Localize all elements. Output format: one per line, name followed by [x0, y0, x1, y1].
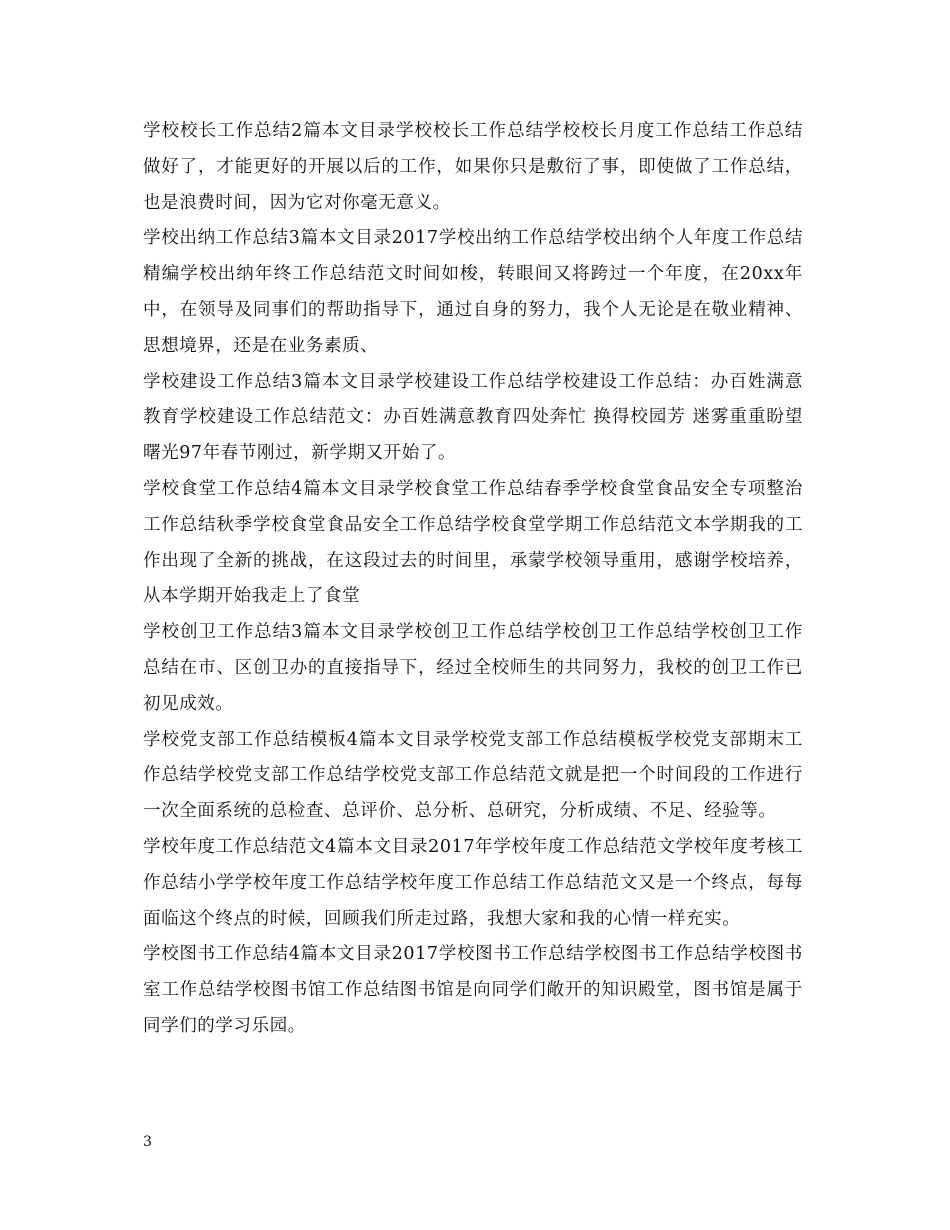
paragraph-cashier-summary: 学校出纳工作总结3篇本文目录2017学校出纳工作总结学校出纳个人年度工作总结精编学校出纳年终工作总结范文时间如梭，转眼间又将跨过一个年度，在20xx年中，在领导及同事们的帮助指导下，通过自身的努力，我个人无论是在敬业精神、思想境界，还是在业务素质、: [143, 228, 803, 356]
paragraph-canteen-summary: 学校食堂工作总结4篇本文目录学校食堂工作总结春季学校食堂食品安全专项整治工作总结秋季学校食堂食品安全工作总结学校食堂学期工作总结范文本学期我的工作出现了全新的挑战，在这段过去的时间里，承蒙学校领导重用，感谢学校培养，从本学期开始我走上了食堂: [143, 478, 803, 607]
paragraph-hygiene-summary: 学校创卫工作总结3篇本文目录学校创卫工作总结学校创卫工作总结学校创卫工作总结在市、区创卫办的直接指导下，经过全校师生的共同努力，我校的创卫工作已初见成效。: [143, 622, 803, 714]
paragraph-annual-summary: 学校年度工作总结范文4篇本文目录2017年学校年度工作总结范文学校年度考核工作总结小学学校年度工作总结学校年度工作总结工作总结范文又是一个终点，每每面临这个终点的时候，回顾我们所走过路，我想大家和我的心情一样充实。: [143, 836, 803, 929]
page-number: 3: [143, 1134, 152, 1150]
paragraph-party-branch-summary: 学校党支部工作总结模板4篇本文目录学校党支部工作总结模板学校党支部期末工作总结学校党支部工作总结学校党支部工作总结范文就是把一个时间段的工作进行一次全面系统的总检查、总评价、总分析、总研究，分析成绩、不足、经验等。: [143, 729, 803, 822]
document-body: [143, 114, 803, 1045]
paragraph-library-summary: 学校图书工作总结4篇本文目录2017学校图书工作总结学校图书工作总结学校图书室工作总结学校图书馆工作总结图书馆是向同学们敞开的知识殿堂，图书馆是属于同学们的学习乐园。: [143, 944, 803, 1036]
paragraph-construction-summary: 学校建设工作总结3篇本文目录学校建设工作总结学校建设工作总结：办百姓满意教育学校建设工作总结范文：办百姓满意教育四处奔忙 换得校园芳 迷雾重重盼望曙光97年春节刚过，新学期又开始了。: [143, 371, 803, 464]
paragraph-principal-summary: 学校校长工作总结2篇本文目录学校校长工作总结学校校长月度工作总结工作总结做好了，才能更好的开展以后的工作，如果你只是敷衍了事，即使做了工作总结，也是浪费时间，因为它对你毫无意义。: [143, 121, 803, 213]
